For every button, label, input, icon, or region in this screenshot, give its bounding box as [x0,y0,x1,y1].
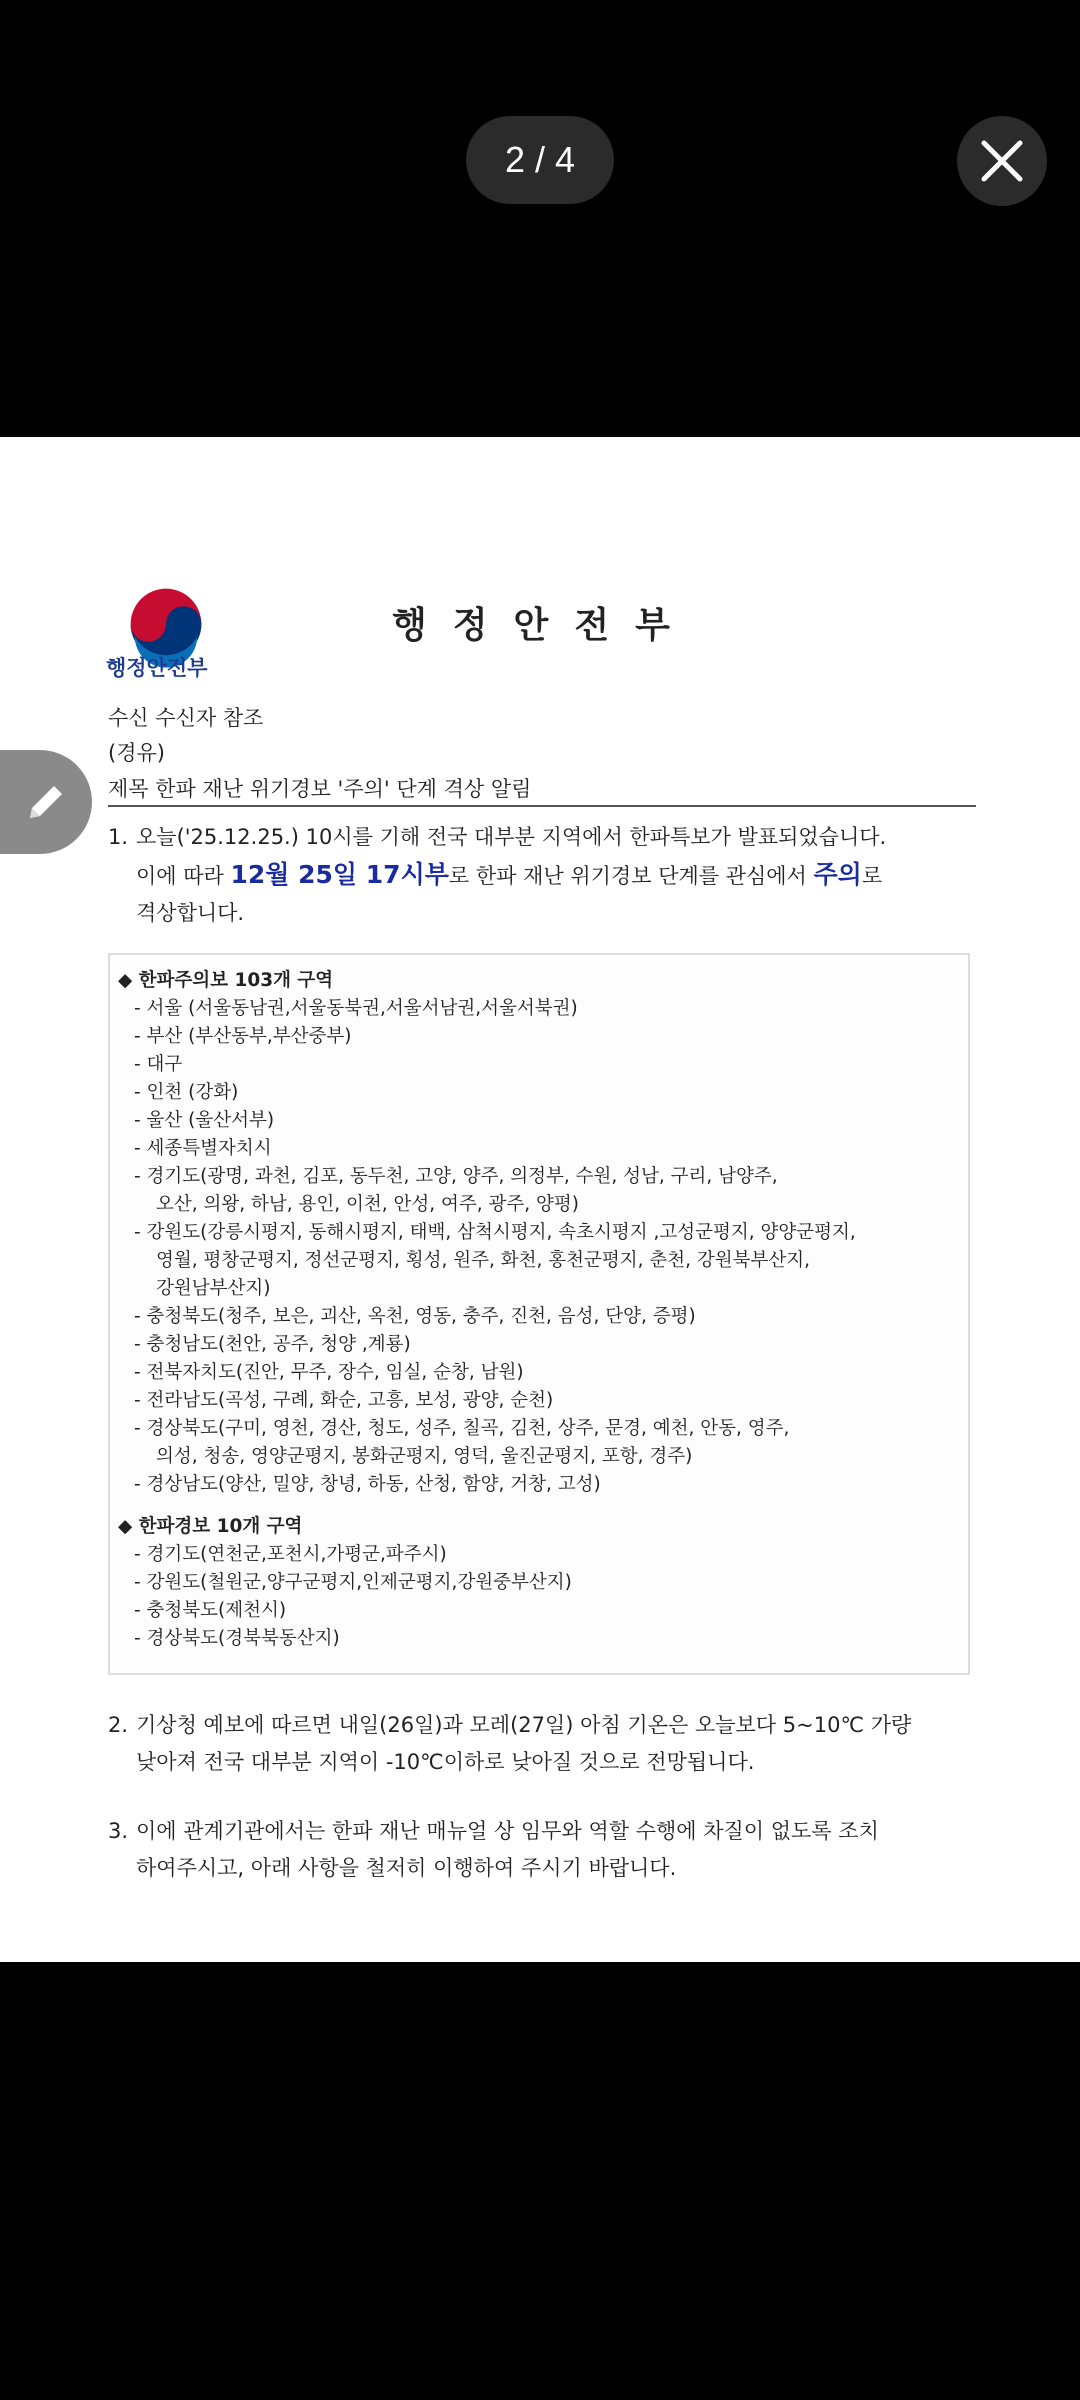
paragraph-line: 이에 관계기관에서는 한파 재난 매뉴얼 상 임무와 역할 수행에 차질이 없도록 조치 [136,1819,879,1843]
list-item: - 경상북도(경북북동산지) [134,1628,340,1649]
paragraph-2 [108,1707,978,1781]
paragraph-line: 이에 따라 12월 25일 17시부로 한파 재난 위기경보 단계를 관심에서 주의로 [136,860,883,889]
paragraph-3 [108,1813,978,1887]
subject-line: 제목 한파 재난 위기경보 '주의' 단계 격상 알림 [108,777,532,801]
list-item: - 부산 (부산동부,부산중부) [134,1026,352,1047]
list-item: - 경상남도(양산, 밀양, 창녕, 하동, 산청, 함양, 거창, 고성) [134,1474,601,1495]
paragraph-1 [108,819,978,932]
list-item: - 인천 (강화) [134,1082,239,1103]
list-item-continued: 영월, 평창군평지, 정선군평지, 횡성, 원주, 화천, 홍천군평지, 춘천, 강원북부산지, [156,1250,810,1271]
list-item: - 전라남도(곡성, 구례, 화순, 고흥, 보성, 광양, 순천) [134,1390,554,1411]
document-page [0,437,1080,1962]
list-item: - 세종특별자치시 [134,1138,272,1159]
list-item-continued: 강원남부산지) [156,1278,271,1299]
highlight-level: 주의 [813,860,862,889]
close-icon [980,139,1024,183]
list-item: - 강원도(강릉시평지, 동해시평지, 태백, 삼척시평지, 속초시평지 ,고성군평지, 양양군평지, [134,1222,856,1243]
list-item: - 충청남도(천안, 공주, 청양 ,계룡) [134,1334,411,1355]
list-item: - 충청북도(제천시) [134,1600,287,1621]
viewer-top-bar [0,0,1080,320]
list-item: - 울산 (울산서부) [134,1110,275,1131]
warning-area-box [108,953,970,1675]
list-item: - 서울 (서울동남권,서울동북권,서울서남권,서울서북권) [134,998,578,1019]
list-item: - 경상북도(구미, 영천, 경산, 청도, 성주, 칠곡, 김천, 상주, 문경, 예천, 안동, 영주, [134,1418,790,1439]
box-heading: ◆ 한파주의보 103개 구역 [118,970,334,991]
list-item: - 충청북도(청주, 보은, 괴산, 옥천, 영동, 충주, 진천, 음성, 단양, 증평) [134,1306,696,1327]
paragraph-line: 하여주시고, 아래 사항을 철저히 이행하여 주시기 바랍니다. [136,1856,677,1880]
list-item: - 강원도(철원군,양구군평지,인제군평지,강원중부산지) [134,1572,572,1593]
list-item: - 전북자치도(진안, 무주, 장수, 임실, 순창, 남원) [134,1362,524,1383]
recipient-line: 수신 수신자 참조 [108,706,264,730]
list-item: - 경기도(광명, 과천, 김포, 동두천, 고양, 양주, 의정부, 수원, 성남, 구리, 남양주, [134,1166,778,1187]
via-line: (경유) [108,741,165,765]
paragraph-line: 기상청 예보에 따르면 내일(26일)과 모레(27일) 아침 기온은 오늘보다 5~10℃ 가량 [136,1713,912,1737]
page-indicator: 2 / 4 [466,116,614,204]
close-button[interactable] [957,116,1047,206]
paragraph-number: 1. [108,825,129,849]
subject-divider [108,805,976,807]
highlight-date: 12월 25일 17시부 [230,860,449,889]
list-item-continued: 의성, 청송, 영양군평지, 봉화군평지, 영덕, 울진군평지, 포항, 경주) [156,1446,693,1467]
agency-title: 행정안전부 [392,605,696,646]
paragraph-line: 격상합니다. [136,901,245,925]
list-item: - 경기도(연천군,포천시,가평군,파주시) [134,1544,447,1565]
paragraph-line: 오늘('25.12.25.) 10시를 기해 전국 대부분 지역에서 한파특보가 발표되었습니다. [136,825,887,849]
logo-label: 행정안전부 [106,656,208,680]
pencil-icon [22,778,70,826]
paragraph-number: 3. [108,1819,129,1843]
box-heading: ◆ 한파경보 10개 구역 [118,1516,303,1537]
paragraph-line: 낮아져 전국 대부분 지역이 -10℃이하로 낮아질 것으로 전망됩니다. [136,1750,755,1774]
paragraph-number: 2. [108,1713,129,1737]
list-item-continued: 오산, 의왕, 하남, 용인, 이천, 안성, 여주, 광주, 양평) [156,1194,579,1215]
list-item: - 대구 [134,1054,183,1075]
